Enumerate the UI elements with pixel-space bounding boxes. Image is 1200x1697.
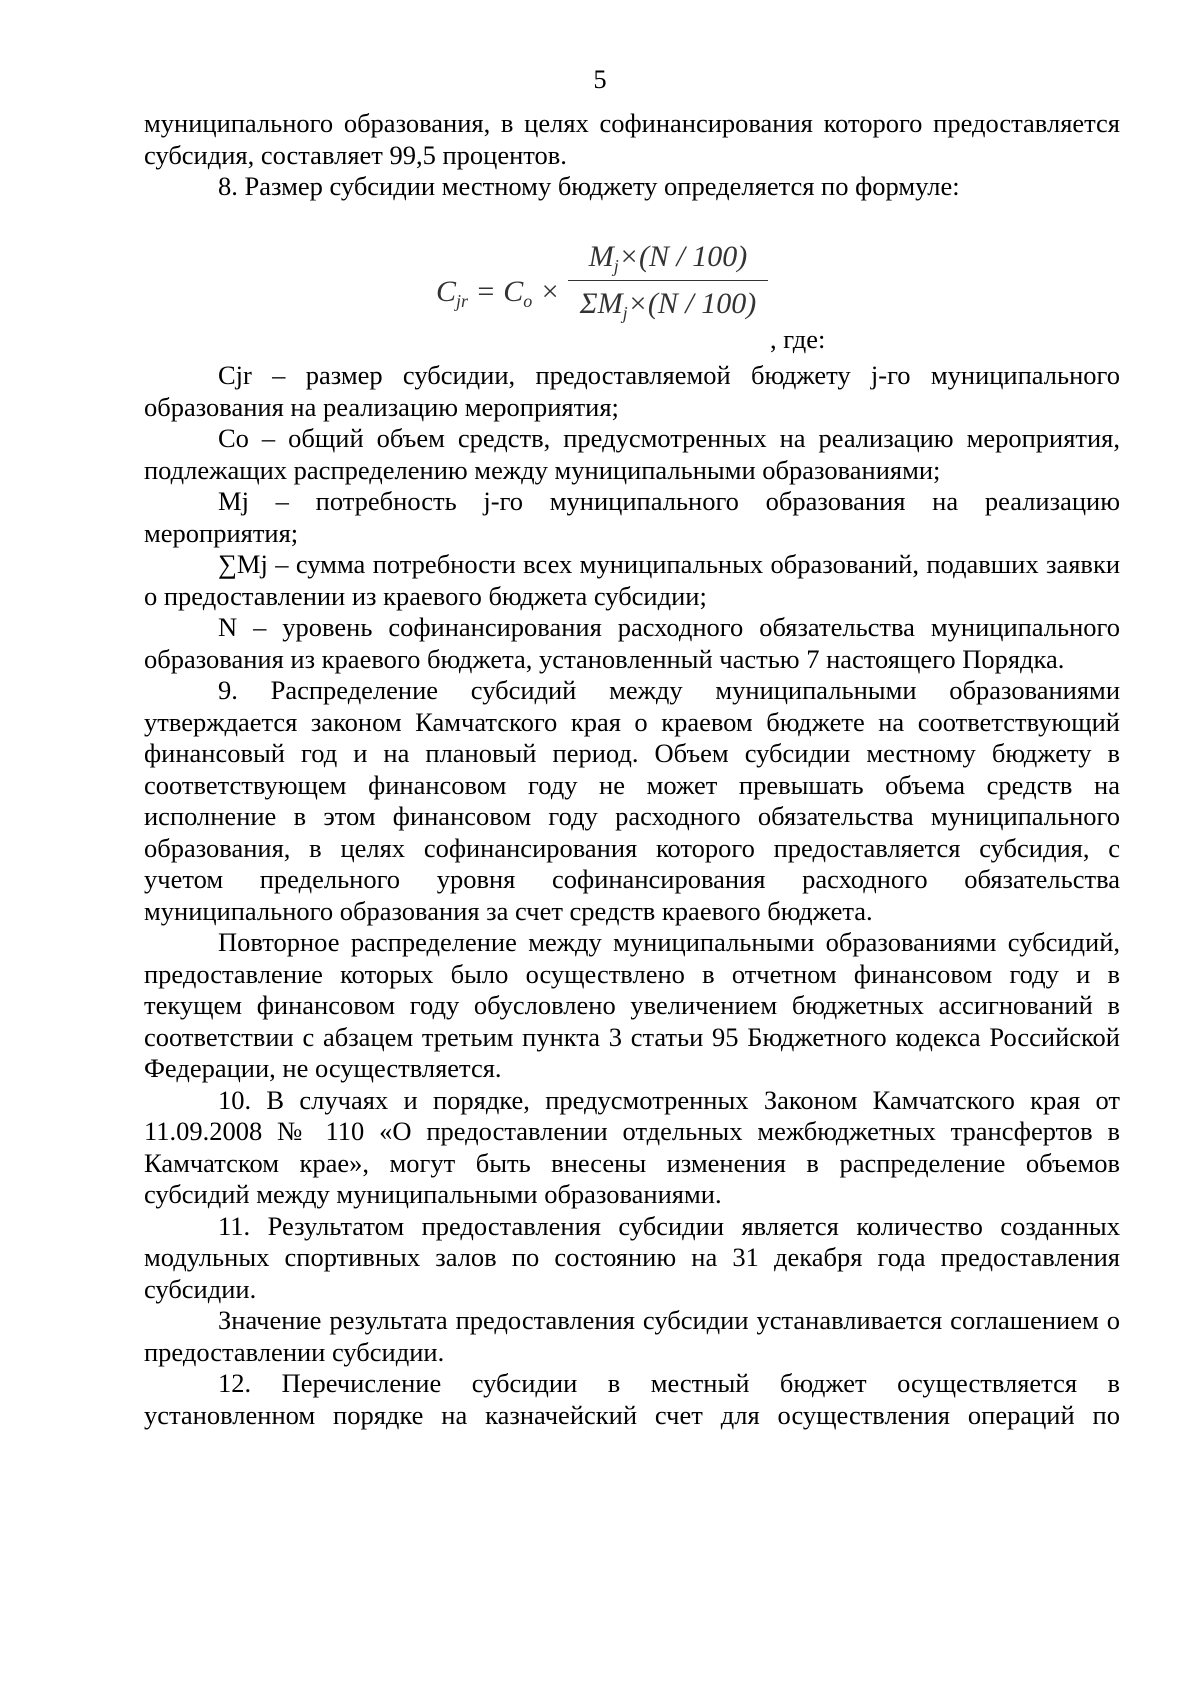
formula-cjr: C bbox=[436, 275, 457, 308]
formula-den-sigma: ΣM bbox=[579, 287, 623, 320]
subsidy-formula bbox=[0, 236, 1200, 354]
intro-block bbox=[144, 108, 1120, 203]
formula-num-m: M bbox=[588, 240, 614, 273]
intro-paragraph-formula-lead: 8. Размер субсидии местному бюджету определяется по формуле: bbox=[218, 171, 960, 201]
paragraph-12: 12. Перечисление субсидии в местный бюджет осуществляется в установленном порядке на казначейский счет для осуществления операций по bbox=[144, 1368, 1120, 1430]
formula-den-rest: ×(N / 100) bbox=[627, 287, 757, 320]
formula-numerator bbox=[568, 236, 768, 278]
definition-sum-mj: ∑Mj – сумма потребности всех муниципальных образований, подавших заявки о предоставлении из краевого бюджета субсидии; bbox=[144, 549, 1120, 611]
paragraph-10: 10. В случаях и порядке, предусмотренных Законом Камчатского края от 11.09.2008 № 110 «О предоставлении отдельных межбюджетных трансфертов в Камчатском крае», могут быть внесены изменения в распределение объемов субсидий между муниципальными образованиями. bbox=[144, 1084, 1120, 1209]
formula-fraction bbox=[568, 236, 768, 325]
definition-cjr: Cjr – размер субсидии, предоставляемой бюджету j-го муниципального образования на реализацию мероприятия; bbox=[144, 360, 1120, 422]
formula-times: × bbox=[532, 275, 561, 308]
page-number: 5 bbox=[593, 64, 607, 94]
formula-where: , где: bbox=[770, 324, 826, 354]
paragraph-9-redistribution: Повторное распределение между муниципальными образованиями субсидий, предоставление которых было осуществлено в отчетном финансовом году и в текущем финансовом году обусловлено увеличением бюджетных ассигнований в соответствии с абзацем третьим пункта 3 статьи 95 Бюджетного кодекса Российской Федерации, не осуществляется. bbox=[144, 927, 1120, 1083]
formula-lhs bbox=[436, 276, 560, 318]
formula-co-sub: o bbox=[523, 291, 533, 311]
formula-cjr-sub: jr bbox=[456, 291, 469, 311]
paragraph-11-result-value: Значение результата предоставления субсидии устанавливается соглашением о предоставлении субсидии. bbox=[144, 1305, 1120, 1367]
formula-equals: = bbox=[468, 275, 504, 308]
paragraph-9: 9. Распределение субсидий между муниципальными образованиями утверждается законом Камчатского края о краевом бюджете на соответствующий финансовый год и на плановый период. Объем субсидии местному бюджету в соответствующем финансовом году не может превышать объема средств на исполнение в этом финансовом году расходного обязательства муниципального образования, в целях софинансирования которого предоставляется субсидия, с учетом предельного уровня софинансирования расходного обязательства муниципального образования за счет средств краевого бюджета. bbox=[144, 675, 1120, 926]
formula-num-sub: j bbox=[613, 256, 619, 276]
definition-mj: Mj – потребность j-го муниципального образования на реализацию мероприятия; bbox=[144, 486, 1120, 548]
definitions-block bbox=[144, 360, 1120, 1431]
paragraph-11: 11. Результатом предоставления субсидии является количество созданных модульных спортивных залов по состоянию на 31 декабря года предоставления субсидии. bbox=[144, 1210, 1120, 1304]
definition-co: Co – общий объем средств, предусмотренных на реализацию мероприятия, подлежащих распределению между муниципальными образованиями; bbox=[144, 423, 1120, 485]
intro-paragraph-continued: муниципального образования, в целях софинансирования которого предоставляется субсидия, составляет 99,5 процентов. bbox=[144, 108, 1120, 170]
formula-fraction-bar bbox=[568, 280, 768, 281]
formula-co: C bbox=[503, 275, 524, 308]
formula-denominator bbox=[568, 283, 768, 325]
formula-den-sub: j bbox=[622, 303, 628, 323]
definition-n: N – уровень софинансирования расходного обязательства муниципального образования из краевого бюджета, установленный частью 7 настоящего Порядка. bbox=[144, 612, 1120, 674]
formula-num-rest: ×(N / 100) bbox=[618, 240, 748, 273]
